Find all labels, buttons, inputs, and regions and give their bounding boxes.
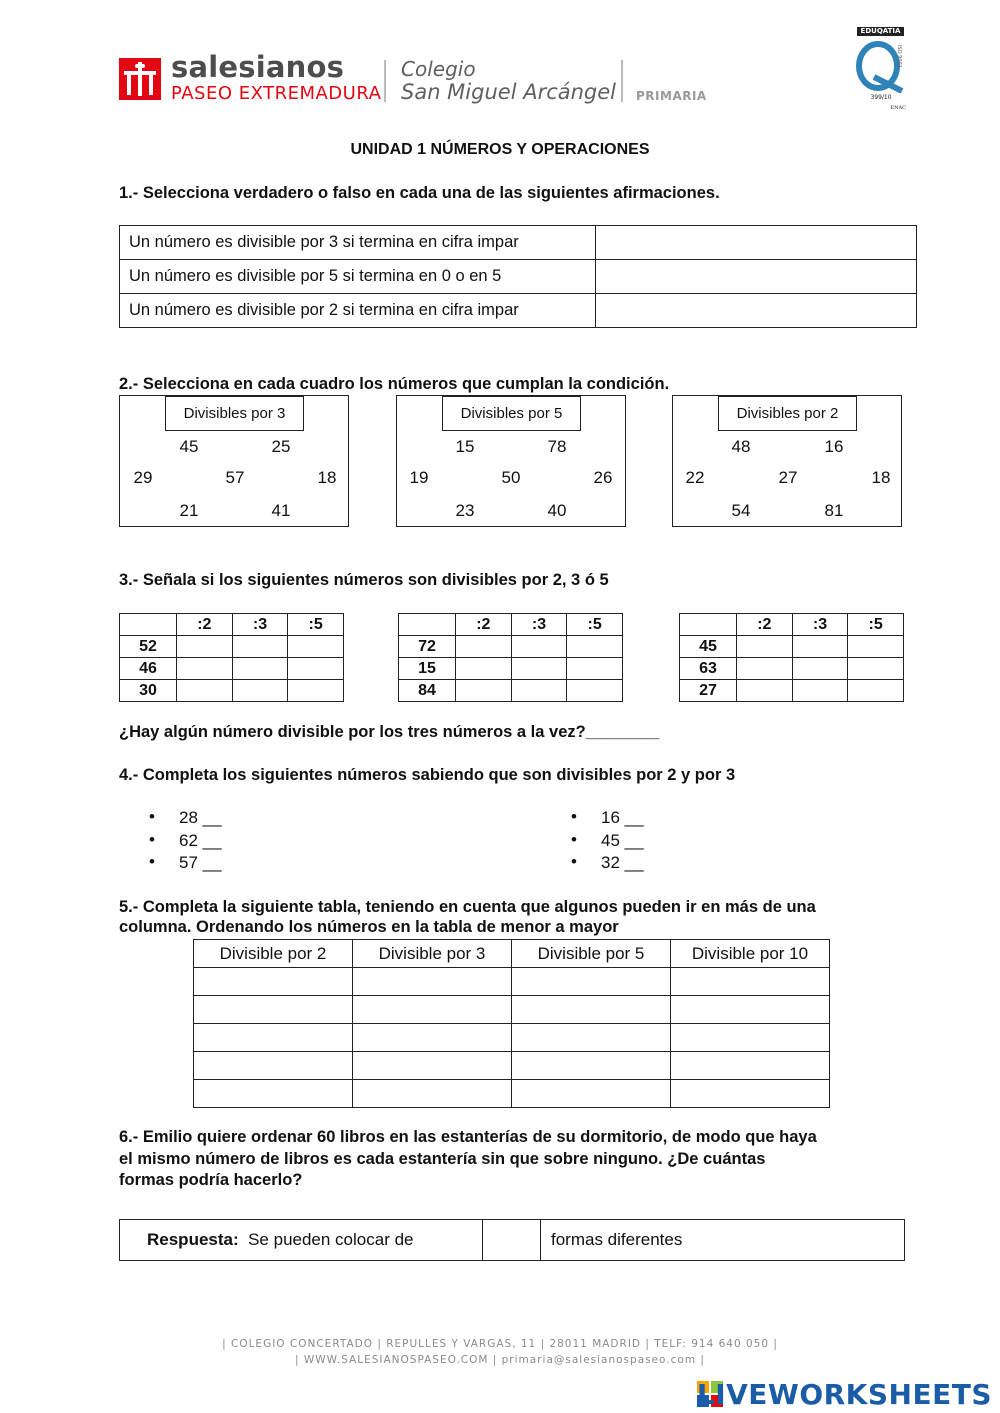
q5-cell[interactable] [353, 996, 512, 1024]
q2-number[interactable]: 41 [271, 501, 291, 520]
q3-cell[interactable] [792, 636, 848, 658]
liveworksheets-watermark: LIVEWORKSHEETS [696, 1378, 992, 1411]
q5-cell[interactable] [512, 1080, 671, 1108]
q3-cell[interactable] [232, 636, 288, 658]
header-divider [384, 60, 386, 102]
q2-box-label: Divisibles por 3 [165, 396, 304, 431]
list-item[interactable]: • 57 __ [149, 853, 349, 876]
cert-bottom: ENAC [890, 105, 906, 111]
q3-cell[interactable] [288, 680, 344, 702]
q2-number[interactable]: 81 [824, 501, 844, 520]
q5-cell[interactable] [353, 1024, 512, 1052]
q3-cell[interactable] [848, 680, 904, 702]
q5-header: Divisible por 10 [671, 940, 830, 968]
q3-number: 46 [120, 658, 177, 680]
q3-table [119, 613, 344, 702]
q2-number[interactable]: 25 [271, 437, 291, 456]
q5-header: Divisible por 2 [194, 940, 353, 968]
q3-cell[interactable] [232, 680, 288, 702]
q3-cell[interactable] [567, 658, 623, 680]
q3-cell[interactable] [288, 636, 344, 658]
list-item[interactable]: • 62 __ [149, 831, 349, 854]
q1-prompt: 1.- Selecciona verdadero o falso en cada una de las siguientes afirmaciones. [119, 184, 720, 202]
q3-cell[interactable] [177, 680, 233, 702]
q3-number: 63 [680, 658, 737, 680]
q6-answer-label-cell [120, 1220, 483, 1261]
q6-answer-input[interactable] [483, 1220, 541, 1261]
q5-cell[interactable] [671, 1052, 830, 1080]
q3-header: :5 [567, 614, 623, 636]
q3-header: :2 [737, 614, 793, 636]
q2-number[interactable]: 18 [871, 468, 891, 487]
q3-header: :5 [848, 614, 904, 636]
q5-header: Divisible por 5 [512, 940, 671, 968]
q2-number[interactable]: 78 [547, 437, 567, 456]
q3-header: :2 [177, 614, 233, 636]
footer-line2: | WWW.SALESIANOSPASEO.COM | primaria@salesianospaseo.com | [295, 1354, 705, 1366]
q1-statement: Un número es divisible por 5 si termina en 0 o en 5 [120, 260, 596, 294]
q5-cell[interactable] [194, 996, 353, 1024]
q2-number[interactable]: 45 [179, 437, 199, 456]
list-item[interactable]: • 45 __ [571, 831, 771, 854]
cert-code: 399/10 [870, 94, 892, 101]
q3-cell[interactable] [848, 636, 904, 658]
q5-prompt-line1: 5.- Completa la siguiente tabla, teniendo en cuenta que algunos pueden ir en más de una [119, 898, 816, 916]
q2-number[interactable]: 15 [455, 437, 475, 456]
q6-prompt-line1: 6.- Emilio quiere ordenar 60 libros en las estanterías de su dormitorio, de modo que haya [119, 1128, 817, 1146]
certification-logo [856, 27, 906, 114]
q2-box-label: Divisibles por 2 [718, 396, 857, 431]
q3-cell[interactable] [232, 658, 288, 680]
q2-number[interactable]: 16 [824, 437, 844, 456]
q3-cell[interactable] [737, 680, 793, 702]
list-item[interactable]: • 32 __ [571, 853, 771, 876]
q2-box-div5 [396, 395, 626, 527]
q6-answer-suffix: formas diferentes [541, 1220, 905, 1261]
q2-box-div3 [119, 395, 349, 527]
q2-number[interactable]: 23 [455, 501, 475, 520]
q3-cell[interactable] [511, 658, 567, 680]
q5-cell[interactable] [353, 1080, 512, 1108]
q3-cell[interactable] [737, 658, 793, 680]
q3-cell[interactable] [737, 636, 793, 658]
q2-number[interactable]: 19 [409, 468, 429, 487]
q4-list-left [149, 808, 349, 876]
q3-number: 30 [120, 680, 177, 702]
q3-cell[interactable] [511, 636, 567, 658]
table-row [120, 294, 917, 328]
q5-table [193, 939, 830, 1108]
q3-cell[interactable] [288, 658, 344, 680]
q3-table [398, 613, 623, 702]
list-item[interactable]: • 16 __ [571, 808, 771, 831]
q5-cell[interactable] [512, 968, 671, 996]
q6-answer-label: Respuesta: [147, 1230, 239, 1249]
q2-number[interactable]: 27 [778, 468, 798, 487]
school-line1: Colegio [401, 57, 476, 81]
q1-answer-cell[interactable] [596, 260, 917, 294]
q3-number: 15 [399, 658, 456, 680]
q2-box-div2 [672, 395, 902, 527]
q3-table [679, 613, 904, 702]
q4-prompt: 4.- Completa los siguientes números sabiendo que son divisibles por 2 y por 3 [119, 766, 736, 784]
q2-number[interactable]: 50 [501, 468, 521, 487]
q3-cell[interactable] [456, 658, 512, 680]
list-item[interactable]: • 28 __ [149, 808, 349, 831]
q5-cell[interactable] [671, 1080, 830, 1108]
q5-cell[interactable] [512, 1052, 671, 1080]
level-label: PRIMARIA [636, 89, 707, 103]
q5-cell[interactable] [671, 1024, 830, 1052]
q6-prompt-line2: el mismo número de libros es cada estantería sin que sobre ninguno. ¿De cuántas [119, 1150, 766, 1168]
q3-header: :3 [511, 614, 567, 636]
q3-cell[interactable] [456, 680, 512, 702]
q3-question[interactable]: ¿Hay algún número divisible por los tres números a la vez?________ [119, 723, 660, 741]
q6-answer-text: Se pueden colocar de [248, 1230, 414, 1249]
q6-prompt-line3: formas podría hacerlo? [119, 1171, 303, 1189]
q2-number[interactable]: 18 [317, 468, 337, 487]
q2-number[interactable]: 26 [593, 468, 613, 487]
q5-cell[interactable] [671, 996, 830, 1024]
table-row [120, 226, 917, 260]
q3-number: 52 [120, 636, 177, 658]
footer-line1: | COLEGIO CONCERTADO | REPULLES Y VARGAS, 11 | 28011 MADRID | TELF: 914 640 050 | [222, 1338, 778, 1350]
q5-prompt-line2: columna. Ordenando los números en la tabla de menor a mayor [119, 918, 619, 936]
q2-number[interactable]: 22 [685, 468, 705, 487]
q5-cell[interactable] [671, 968, 830, 996]
salesianos-logo-icon [119, 58, 161, 100]
q1-statement: Un número es divisible por 3 si termina en cifra impar [120, 226, 596, 260]
q5-cell[interactable] [194, 1080, 353, 1108]
cert-top-label: EDUQATIA [857, 27, 904, 36]
q3-number: 84 [399, 680, 456, 702]
q3-number: 27 [680, 680, 737, 702]
table-row [120, 260, 917, 294]
q5-cell[interactable] [194, 1052, 353, 1080]
q5-cell[interactable] [353, 1052, 512, 1080]
q1-answer-cell[interactable] [596, 294, 917, 328]
q3-cell[interactable] [177, 658, 233, 680]
page-title: UNIDAD 1 NÚMEROS Y OPERACIONES [350, 141, 650, 158]
q5-header: Divisible por 3 [353, 940, 512, 968]
q2-number[interactable]: 29 [133, 468, 153, 487]
q3-header: :3 [792, 614, 848, 636]
q3-cell[interactable] [567, 636, 623, 658]
q3-cell[interactable] [848, 658, 904, 680]
q3-number: 72 [399, 636, 456, 658]
q2-box-label: Divisibles por 5 [442, 396, 581, 431]
q3-header: :2 [456, 614, 512, 636]
q1-statement: Un número es divisible por 2 si termina en cifra impar [120, 294, 596, 328]
q3-cell[interactable] [792, 680, 848, 702]
q2-number[interactable]: 21 [179, 501, 199, 520]
q5-cell[interactable] [512, 1024, 671, 1052]
q3-cell[interactable] [792, 658, 848, 680]
header-divider [621, 60, 623, 102]
q3-cell[interactable] [177, 636, 233, 658]
brand-name: salesianos [171, 50, 345, 84]
q6-answer-table [119, 1219, 905, 1261]
q3-cell[interactable] [456, 636, 512, 658]
q5-cell[interactable] [194, 1024, 353, 1052]
q1-answer-cell[interactable] [596, 226, 917, 260]
q2-number[interactable]: 40 [547, 501, 567, 520]
q3-prompt: 3.- Señala si los siguientes números son divisibles por 2, 3 ó 5 [119, 571, 609, 589]
q3-header: :5 [288, 614, 344, 636]
q2-prompt: 2.- Selecciona en cada cuadro los números que cumplan la condición. [119, 375, 670, 393]
q3-cell[interactable] [567, 680, 623, 702]
q1-table [119, 225, 917, 328]
q2-number[interactable]: 54 [731, 501, 751, 520]
q5-cell[interactable] [353, 968, 512, 996]
q2-number[interactable]: 57 [225, 468, 245, 487]
q5-cell[interactable] [194, 968, 353, 996]
school-line2: San Miguel Arcángel [401, 80, 617, 104]
q3-header: :3 [232, 614, 288, 636]
q4-list-right [571, 808, 771, 876]
brand-subtitle: PASEO EXTREMADURA [171, 83, 382, 104]
q3-cell[interactable] [511, 680, 567, 702]
q5-cell[interactable] [512, 996, 671, 1024]
cert-side-text: ISO 9001 [896, 45, 902, 68]
q3-number: 45 [680, 636, 737, 658]
q2-number[interactable]: 48 [731, 437, 751, 456]
